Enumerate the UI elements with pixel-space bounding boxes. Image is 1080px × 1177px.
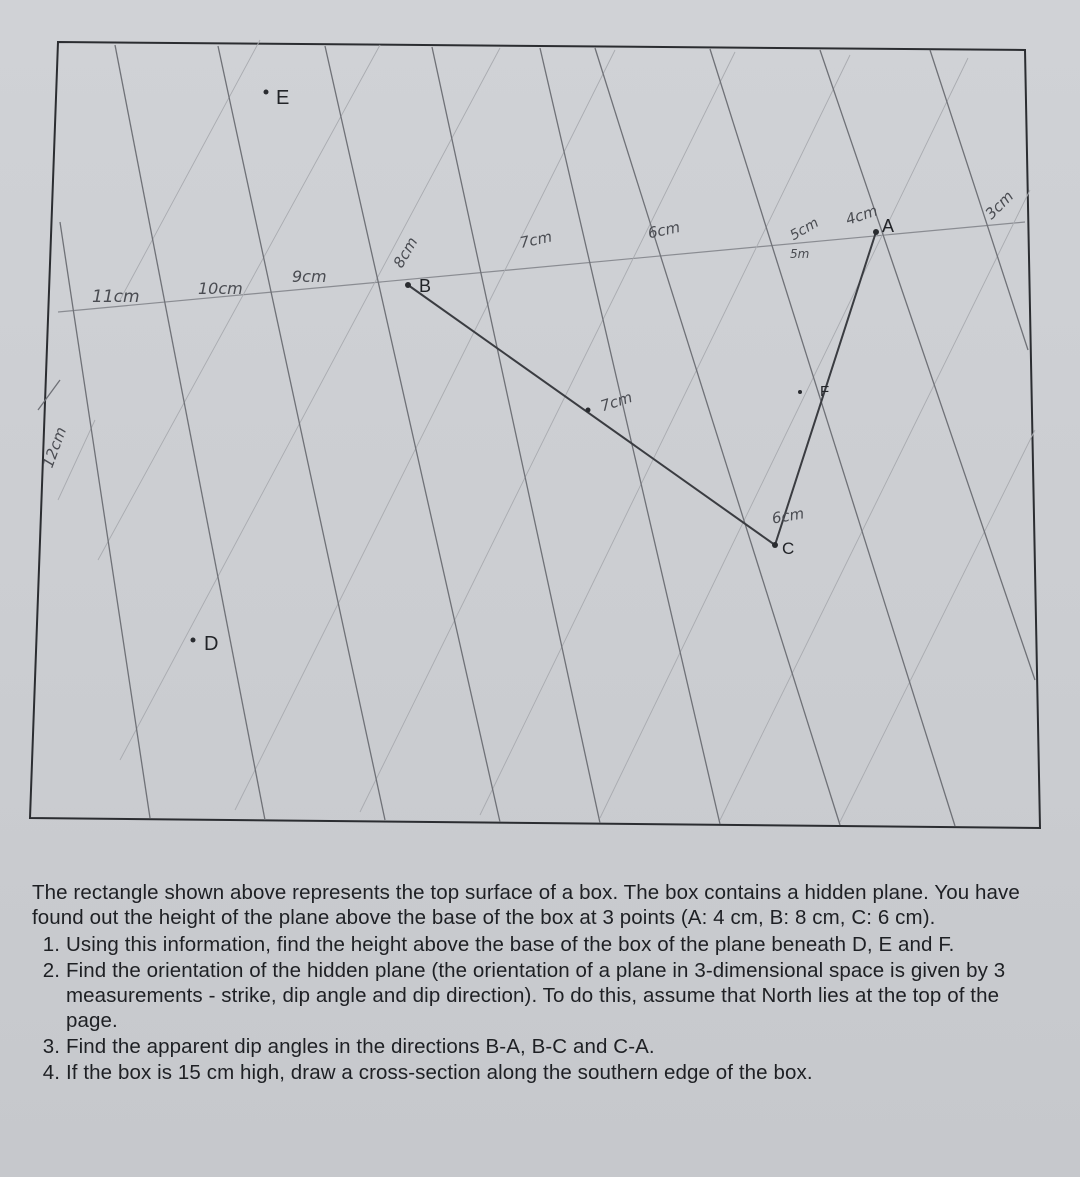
label-e: E — [276, 87, 290, 109]
point-d-marker — [191, 638, 196, 643]
contour-label-3cm: 3cm — [981, 187, 1018, 223]
question-number: 2. — [42, 959, 60, 982]
label-b: B — [419, 276, 432, 296]
contour-label-5cm: 5cm — [787, 214, 822, 244]
contour-line — [595, 48, 840, 825]
point-f-dot — [798, 390, 802, 394]
label-a: A — [882, 216, 895, 236]
line-b-c — [408, 285, 775, 545]
point-markers — [191, 90, 880, 643]
contour-line — [38, 380, 60, 410]
contour-label-8cm: 8cm — [389, 233, 422, 272]
triangle-bca — [408, 232, 876, 545]
question-item — [30, 958, 1040, 1033]
point-c-marker — [772, 542, 778, 548]
question-item — [30, 1060, 1040, 1085]
problem-text — [30, 880, 1040, 1086]
contour-label-9cm: 9cm — [292, 267, 327, 286]
point-e-marker — [264, 90, 269, 95]
contour-line — [540, 48, 720, 824]
point-c-height-label: 6cm — [770, 504, 806, 528]
label-f: F — [820, 383, 830, 400]
box-outline — [30, 42, 1040, 828]
contour-label-12cm: 12cm — [38, 424, 71, 471]
contour-label-4cm: 4cm — [843, 201, 880, 229]
question-text: Find the orientation of the hidden plane (the orientation of a plane in 3-dimensional space is given by 3 measurements - strike, dip angle and dip direction). To do this, assume that North lies at the top of the page. — [66, 959, 1006, 1032]
point-a-marker — [873, 229, 879, 235]
scribble-5m: 5m — [790, 247, 810, 261]
label-c: C — [782, 539, 795, 558]
point-b-marker — [405, 282, 411, 288]
question-text: If the box is 15 cm high, draw a cross-section along the southern edge of the box. — [66, 1061, 813, 1084]
contour-lines — [38, 45, 1035, 826]
label-d: D — [204, 633, 219, 655]
question-list — [30, 932, 1040, 1085]
construction-lines — [58, 40, 1035, 822]
question-number: 4. — [42, 1061, 60, 1084]
question-text: Find the apparent dip angles in the directions B-A, B-C and C-A. — [66, 1035, 655, 1058]
question-text: Using this information, find the height above the base of the box of the plane beneath D, E and F. — [66, 933, 955, 956]
contour-label-10cm: 10cm — [198, 279, 243, 298]
contour-line — [60, 222, 150, 818]
contour-label-7cm: 7cm — [518, 227, 554, 252]
question-number: 3. — [42, 1035, 60, 1058]
contour-line — [820, 50, 1035, 680]
contour-line — [710, 49, 955, 826]
contour-label-11cm: 11cm — [92, 287, 140, 307]
question-number: 1. — [42, 933, 60, 956]
question-item — [30, 1034, 1040, 1059]
intro-paragraph: The rectangle shown above represents the top surface of a box. The box contains a hidden plane. You have found out the height of the plane above the base of the box at 3 points (A: 4 cm, B: 8 cm, C: 6 cm). — [32, 881, 1020, 929]
question-item — [30, 932, 1040, 957]
contour-label-6cm: 6cm — [646, 217, 682, 243]
contour-line — [432, 47, 600, 823]
point-5cm-marker — [586, 408, 591, 413]
midpoint-label-7cm: 7cm — [598, 388, 635, 416]
